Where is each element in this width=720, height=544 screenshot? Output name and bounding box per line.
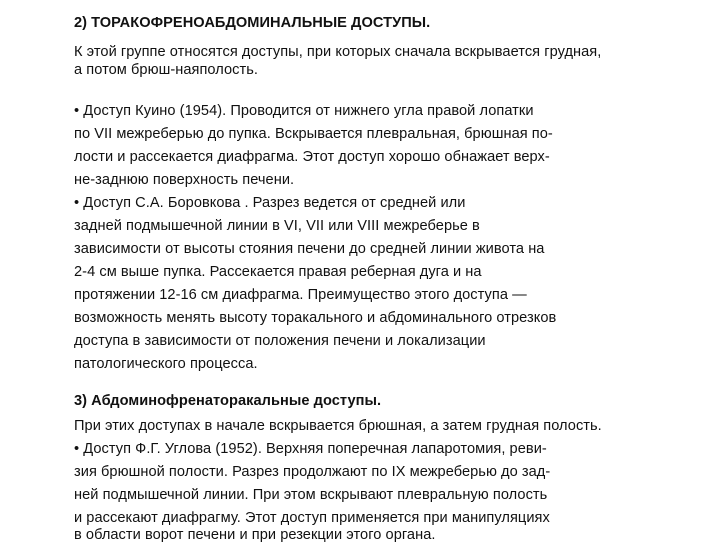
section2-body-line: протяжении 12-16 см диафрагма. Преимущество этого доступа — — [74, 287, 527, 303]
section2-body-line: не-заднюю поверхность печени. — [74, 172, 295, 188]
section2-body-line: возможность менять высоту торакального и абдоминального отрезков — [74, 310, 557, 326]
section2-intro-line: К этой группе относятся доступы, при которых сначала вскрывается грудная, — [74, 44, 602, 60]
section2-heading: 2) ТОРАКОФРЕНОАБДОМИНАЛЬНЫЕ ДОСТУПЫ. — [74, 15, 431, 31]
section2-body-line: по VII межреберью до пупка. Вскрывается плевральная, брюшная по- — [74, 126, 553, 142]
section2-body-line: доступа в зависимости от положения печени и локализации — [74, 333, 486, 349]
section2-body-line: 2-4 см выше пупка. Рассекается правая реберная дуга и на — [74, 264, 482, 280]
section2-body-line: лости и рассекается диафрагма. Этот доступ хорошо обнажает верх- — [74, 149, 550, 165]
section3-body-line: в области ворот печени и при резекции этого органа. — [74, 527, 436, 543]
section3-body-line: зия брюшной полости. Разрез продолжают по IX межреберью до зад- — [74, 464, 551, 480]
section2-body-line: патологического процесса. — [74, 356, 258, 372]
section3-heading: 3) Абдоминофренаторакальные доступы. — [74, 393, 382, 409]
section3-body-line: и рассекают диафрагму. Этот доступ применяется при манипуляциях — [74, 510, 550, 526]
section2-body-line: • Доступ Куино (1954). Проводится от нижнего угла правой лопатки — [74, 103, 534, 119]
section2-body-line: зависимости от высоты стояния печени до средней линии живота на — [74, 241, 545, 257]
section3-body-line: • Доступ Ф.Г. Углова (1952). Верхняя поперечная лапаротомия, реви- — [74, 441, 547, 457]
section2-body-line: • Доступ С.А. Боровкова . Разрез ведется от средней или — [74, 195, 466, 211]
section3-body-line: ней подмышечной линии. При этом вскрывают плевральную полость — [74, 487, 548, 503]
section2-body-line: задней подмышечной линии в VI, VII или VIII межреберье в — [74, 218, 480, 234]
section2-intro-line: а потом брюш-наяполость. — [74, 62, 258, 78]
section3-body-line: При этих доступах в начале вскрывается брюшная, а затем грудная полость. — [74, 418, 602, 434]
